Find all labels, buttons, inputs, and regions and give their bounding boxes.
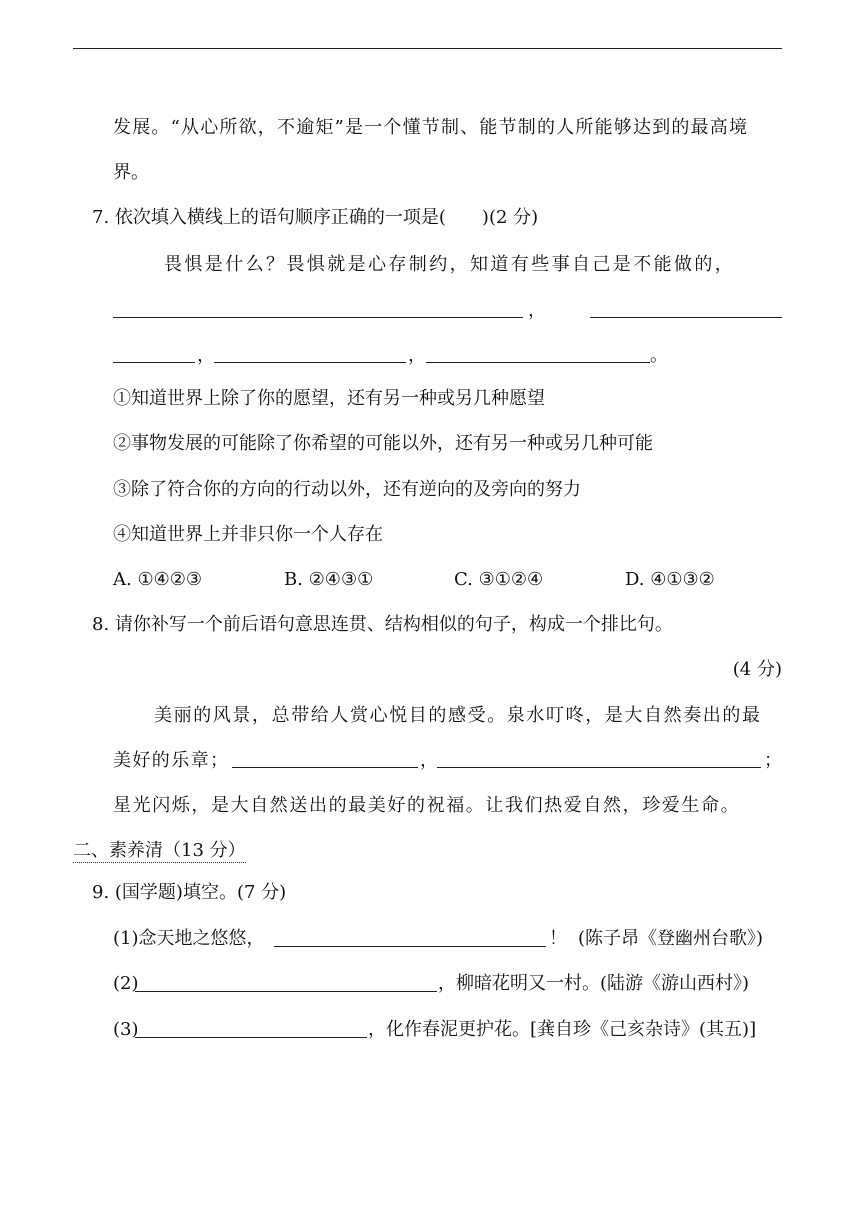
- passage-line-1: 发展。“从心所欲，不逾矩”是一个懂节制、能节制的人所能够达到的最高境: [113, 117, 749, 138]
- header-rule: [73, 48, 782, 49]
- q7-item-1: ①知道世界上除了你的愿望，还有另一种或另几种愿望: [113, 388, 545, 409]
- q9-item-2-prefix: (2): [113, 973, 139, 994]
- passage-line-2: 界。: [113, 162, 149, 183]
- q8-blank-2[interactable]: [437, 766, 761, 768]
- q7-option-d[interactable]: D. ④①③②: [625, 569, 715, 590]
- q7-blank-2b[interactable]: [113, 361, 195, 363]
- q7-blank-4[interactable]: [426, 361, 650, 363]
- q7-item-3: ③除了符合你的方向的行动以外，还有逆向的及旁向的努力: [113, 479, 581, 500]
- q7-blank-1[interactable]: [113, 316, 523, 318]
- q7-period: 。: [650, 345, 668, 366]
- q9-stem: 9. (国学题)填空。(7 分): [92, 882, 287, 903]
- q9-blank-2[interactable]: [135, 990, 437, 992]
- q9-item-1-prefix: (1)念天地之悠悠，: [113, 928, 265, 949]
- q9-item-2-suffix: ，柳暗花明又一村。(陆游《游山西村》): [438, 973, 750, 994]
- q7-option-b[interactable]: B. ②④③①: [284, 569, 374, 590]
- q7-option-a[interactable]: A. ①④②③: [113, 569, 202, 590]
- q8-line-2-start: 美好的乐章；: [113, 750, 230, 771]
- q8-score: (4 分): [732, 659, 782, 680]
- q8-line-3: 星光闪烁，是大自然送出的最美好的祝福。让我们热爱自然，珍爱生命。: [113, 795, 741, 816]
- q7-option-c[interactable]: C. ③①②④: [454, 569, 544, 590]
- q9-item-1-suffix: ！: [549, 928, 567, 949]
- q8-line-1: 美丽的风景，总带给人赏心悦目的感受。泉水叮咚，是大自然奏出的最: [154, 705, 762, 726]
- q9-blank-1[interactable]: [274, 945, 546, 947]
- section-title-text: 二、素养清（13 分）: [73, 840, 246, 861]
- q8-stem: 8. 请你补写一个前后语句意思连贯、结构相似的句子，构成一个排比句。: [92, 614, 673, 635]
- q8-comma: ，: [420, 750, 438, 771]
- q7-blank-3[interactable]: [214, 361, 406, 363]
- q7-blank-2a[interactable]: [590, 316, 782, 318]
- q9-item-1-source: (陈子昂《登幽州台歌》): [578, 928, 764, 949]
- q8-semicolon: ；: [764, 750, 782, 771]
- q7-stem: 7. 依次填入横线上的语句顺序正确的一项是( )(2 分): [92, 207, 539, 228]
- section-title: [73, 836, 246, 862]
- q7-lead: 畏惧是什么？畏惧就是心存制约，知道有些事自己是不能做的，: [164, 254, 736, 275]
- q7-item-4: ④知道世界上并非只你一个人存在: [113, 524, 383, 545]
- q7-comma-1: ，: [528, 300, 546, 321]
- q7-item-2: ②事物发展的可能除了你希望的可能以外，还有另一种或另几种可能: [113, 433, 653, 454]
- q7-comma-2: ，: [197, 345, 215, 366]
- q8-blank-1[interactable]: [232, 766, 418, 768]
- q7-comma-3: ，: [408, 345, 426, 366]
- q9-item-3-prefix: (3): [113, 1019, 139, 1040]
- q9-blank-3[interactable]: [135, 1036, 367, 1038]
- q9-item-3-suffix: ，化作春泥更护花。[龚自珍《己亥杂诗》(其五)]: [368, 1019, 757, 1040]
